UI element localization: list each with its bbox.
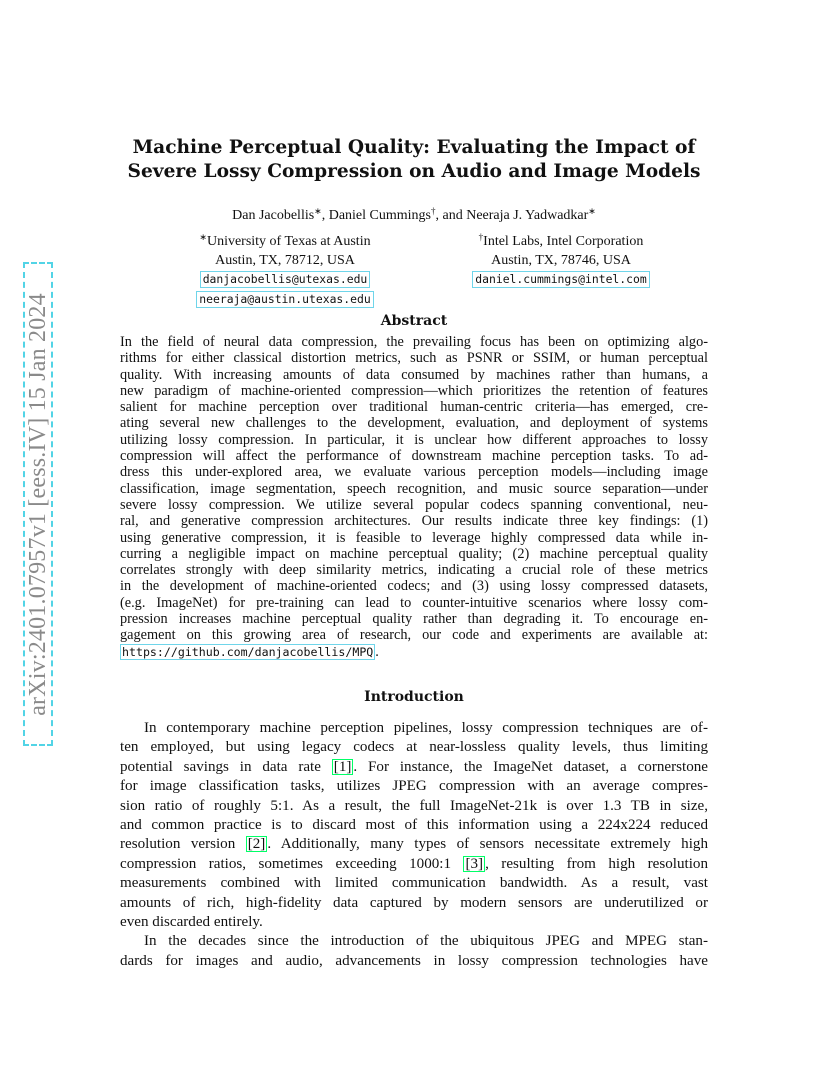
author-name: Daniel Cummings bbox=[328, 208, 431, 223]
intro-text: , resulting from high resolution bbox=[485, 855, 708, 872]
abstract-line bbox=[120, 644, 708, 660]
intro-line: measurements combined with limited communication bandwidth. As a result, vast bbox=[120, 875, 708, 892]
abstract-line: quality. With increasing amounts of data consumed by machines rather than humans, a bbox=[120, 366, 708, 383]
abstract-line: (e.g. ImageNet) for pre-training can lead to counter-intuitive scenarios where lossy com- bbox=[120, 594, 708, 611]
abstract-line: utilizing lossy compression. In particular, it is unclear how different approaches to lossy bbox=[120, 431, 708, 448]
intro-line bbox=[120, 855, 708, 874]
intro-line bbox=[120, 758, 708, 777]
email-link[interactable]: daniel.cummings@intel.com bbox=[472, 271, 649, 288]
affiliation-mark: ∗ bbox=[199, 232, 207, 242]
intro-line: amounts of rich, high-fidelity data captured by modern sensors are underutilized or bbox=[120, 894, 708, 911]
author-separator: , bbox=[321, 208, 329, 223]
intro-line: for image classification tasks, utilizes JPEG compression with an average compres- bbox=[120, 778, 708, 795]
affiliation-utexas bbox=[180, 233, 390, 309]
affiliation-address: Austin, TX, 78746, USA bbox=[491, 252, 631, 268]
arxiv-identifier-link[interactable] bbox=[23, 262, 53, 746]
abstract-line: dress this under-explored area, we evaluate various perception models—including image bbox=[120, 464, 708, 481]
citation-link[interactable]: [1] bbox=[333, 758, 352, 775]
github-link[interactable]: https://github.com/danjacobellis/MPQ bbox=[122, 644, 374, 659]
abstract-line: salient for machine perception over traditional human-centric criteria—has emerged, cre- bbox=[120, 399, 708, 416]
author-name: Dan Jacobellis bbox=[232, 208, 315, 223]
abstract-line: curring a negligible impact on machine perceptual quality; (2) machine perceptual quality bbox=[120, 545, 708, 562]
intro-line: In the decades since the introduction of the ubiquitous JPEG and MPEG stan- bbox=[144, 933, 708, 950]
title-line: Severe Lossy Compression on Audio and Image Models bbox=[127, 161, 701, 182]
affiliation-name: University of Texas at Austin bbox=[206, 234, 371, 249]
paper-title bbox=[120, 136, 708, 184]
affiliation-mark: † bbox=[478, 232, 484, 242]
introduction-heading: Introduction bbox=[364, 689, 464, 705]
abstract-line: severe lossy compression. We utilize several popular codecs spanning conventional, neu- bbox=[120, 496, 708, 513]
intro-text: resolution version bbox=[120, 836, 246, 853]
abstract-line: correlates strongly with deep similarity metrics, indicating a crucial role of these metrics bbox=[120, 562, 708, 579]
intro-text: compression ratios, sometimes exceeding 1000:1 bbox=[120, 855, 464, 872]
citation-link[interactable]: [2] bbox=[247, 836, 266, 853]
introduction-body bbox=[120, 719, 708, 971]
citation-link[interactable]: [3] bbox=[465, 855, 484, 872]
abstract-body bbox=[120, 334, 708, 660]
title-line: Machine Perceptual Quality: Evaluating the Impact of bbox=[132, 137, 696, 158]
intro-line: even discarded entirely. bbox=[120, 914, 263, 931]
author-separator: , and bbox=[435, 208, 467, 223]
arxiv-identifier-text: arXiv:2401.07957v1 [eess.IV] 15 Jan 2024 bbox=[24, 292, 51, 716]
author-mark: † bbox=[431, 206, 436, 216]
intro-line: sion ratio of roughly 5:1. As a result, the full ImageNet-21k is over 1.3 TB in size, bbox=[120, 797, 708, 814]
abstract-line: In the field of neural data compression, the prevailing focus has been on optimizing algo- bbox=[120, 334, 708, 350]
abstract-line: rithms for either classical distortion metrics, such as PSNR or SSIM, or human perceptual bbox=[120, 350, 708, 367]
email-link[interactable]: neeraja@austin.utexas.edu bbox=[196, 291, 373, 308]
abstract-line: using generative compression, it is feasible to leverage highly compressed data while in- bbox=[120, 529, 708, 546]
intro-text: . Additionally, many types of sensors necessitate extremely high bbox=[267, 836, 708, 853]
intro-line: In contemporary machine perception pipelines, lossy compression techniques are of- bbox=[144, 720, 708, 736]
intro-line: ten employed, but using legacy codecs at near-lossless quality levels, thus limiting bbox=[120, 739, 708, 756]
abstract-line: pression increases machine perceptual quality rather than degrading it. To encourage en- bbox=[120, 611, 708, 628]
abstract-line: ral, and generative compression architectures. Our results indicate three key findings: (1) bbox=[120, 513, 708, 530]
abstract-heading: Abstract bbox=[380, 313, 448, 329]
email-link[interactable]: danjacobellis@utexas.edu bbox=[200, 271, 371, 288]
author-mark: ∗ bbox=[588, 206, 596, 216]
intro-line: dards for images and audio, advancements in lossy compression technologies have bbox=[120, 952, 708, 969]
abstract-line: gagement on this growing area of research, our code and experiments are available at: bbox=[120, 627, 708, 644]
affiliation-address: Austin, TX, 78712, USA bbox=[215, 252, 355, 268]
abstract-line: in the development of machine-oriented codecs; and (3) using lossy compressed datasets, bbox=[120, 578, 708, 595]
abstract-line: compression will affect the performance of downstream machine perception tasks. To ad- bbox=[120, 448, 708, 465]
affiliation-name: Intel Labs, Intel Corporation bbox=[483, 234, 644, 249]
intro-text: . For instance, the ImageNet dataset, a cornerstone bbox=[353, 758, 708, 775]
affiliation-intel bbox=[455, 233, 667, 290]
intro-text: potential savings in data rate bbox=[120, 758, 332, 775]
url-suffix: . bbox=[375, 643, 379, 660]
author-list bbox=[120, 207, 708, 225]
abstract-line: ating several new challenges to the development, evaluation, and deployment of systems bbox=[120, 415, 708, 432]
author-mark: ∗ bbox=[314, 206, 322, 216]
abstract-line: classification, image segmentation, speech recognition, and music source separation—under bbox=[120, 480, 708, 497]
author-name: Neeraja J. Yadwadkar bbox=[466, 208, 589, 223]
intro-line bbox=[120, 835, 708, 854]
intro-line: and common practice is to discard most of this information using a 224x224 reduced bbox=[120, 817, 708, 834]
abstract-line: new paradigm of machine-oriented compression—which prioritizes the retention of features bbox=[120, 382, 708, 399]
